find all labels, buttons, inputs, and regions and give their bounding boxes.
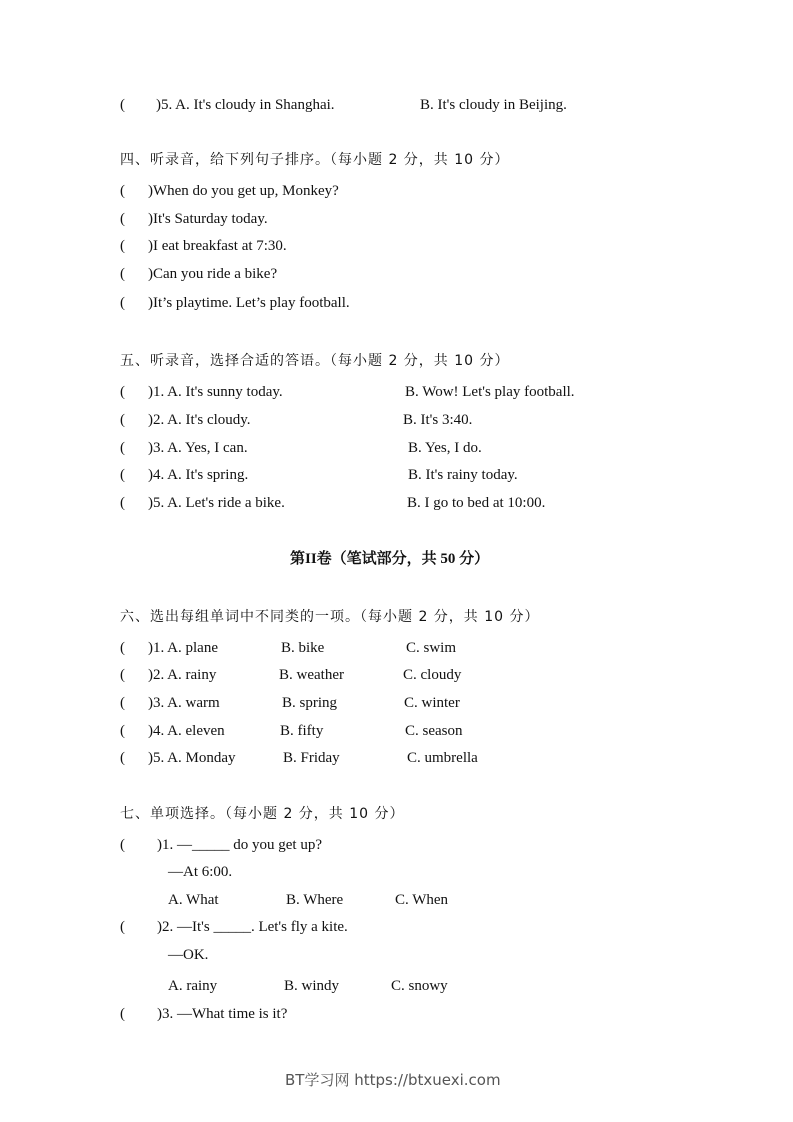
option-a: A. rainy (168, 978, 218, 994)
list-item: )It’s playtime. Let’s play football. (148, 295, 350, 311)
option-c: C. umbrella (407, 750, 478, 766)
option-b: B. Friday (283, 750, 340, 766)
question-stem: )3. —What time is it? (157, 1006, 288, 1022)
answer-paren: ( (120, 467, 125, 483)
option-c: C. snowy (391, 978, 448, 994)
option-a: )4. A. It's spring. (148, 467, 249, 483)
option-b: B. weather (279, 667, 344, 683)
option-b: B. Wow! Let's play football. (405, 384, 575, 400)
option-c: C. winter (404, 695, 460, 711)
answer-paren: ( (120, 211, 125, 227)
answer-paren: ( (120, 723, 125, 739)
section-heading: 六、选出每组单词中不同类的一项。（每小题 2 分，共 10 分） (120, 609, 540, 625)
question-stem: )2. —It's _____. Let's fly a kite. (157, 919, 348, 935)
section-heading: 五、听录音，选择合适的答语。（每小题 2 分，共 10 分） (120, 353, 510, 369)
option-b: B. Yes, I do. (408, 440, 482, 456)
answer-paren: ( (120, 238, 125, 254)
answer-paren: ( (120, 667, 125, 683)
option-a: )1. A. plane (148, 640, 218, 656)
list-item: )Can you ride a bike? (148, 266, 278, 282)
option-a: )5. A. Let's ride a bike. (148, 495, 285, 511)
watermark: BT学习网 https://btxuexi.com (285, 1071, 501, 1089)
answer-paren: ( (120, 183, 125, 199)
option-b: B. Where (286, 892, 344, 908)
answer-paren: ( (120, 750, 125, 766)
option-a: )1. A. It's sunny today. (148, 384, 283, 400)
answer-paren: ( (120, 384, 125, 400)
option-a: )2. A. rainy (148, 667, 217, 683)
answer-paren: ( (120, 440, 125, 456)
option-b: B. It's rainy today. (408, 467, 518, 483)
answer-paren: ( (120, 295, 125, 311)
option-a: )5. A. Monday (148, 750, 236, 766)
list-item: )It's Saturday today. (148, 211, 268, 227)
answer-paren: ( (120, 97, 125, 113)
option-c: C. When (395, 892, 449, 908)
option-c: C. cloudy (403, 667, 462, 683)
list-item: )I eat breakfast at 7:30. (148, 238, 287, 254)
option-b: B. It's cloudy in Beijing. (420, 97, 567, 113)
section-heading: 七、单项选择。（每小题 2 分，共 10 分） (120, 806, 405, 822)
answer-paren: ( (120, 412, 125, 428)
option-b: B. windy (284, 978, 340, 994)
answer-paren: ( (120, 919, 125, 935)
option-b: B. fifty (280, 723, 324, 739)
option-a: )3. A. warm (148, 695, 220, 711)
section-heading: 四、听录音，给下列句子排序。（每小题 2 分，共 10 分） (120, 152, 510, 168)
volume-title: 第II卷（笔试部分，共 50 分） (290, 551, 490, 567)
option-a: )2. A. It's cloudy. (148, 412, 251, 428)
option-b: B. It's 3:40. (403, 412, 473, 428)
answer-paren: ( (120, 695, 125, 711)
option-a: )3. A. Yes, I can. (148, 440, 248, 456)
question-text: )5. A. It's cloudy in Shanghai. (156, 97, 335, 113)
option-b: B. I go to bed at 10:00. (407, 495, 546, 511)
answer-paren: ( (120, 1006, 125, 1022)
answer-paren: ( (120, 495, 125, 511)
answer-line: —At 6:00. (168, 864, 233, 880)
list-item: )When do you get up, Monkey? (148, 183, 339, 199)
option-b: B. bike (281, 640, 325, 656)
option-a: A. What (168, 892, 219, 908)
answer-line: —OK. (168, 947, 209, 963)
answer-paren: ( (120, 640, 125, 656)
answer-paren: ( (120, 266, 125, 282)
option-c: C. swim (406, 640, 457, 656)
question-stem: )1. —_____ do you get up? (157, 837, 322, 853)
option-b: B. spring (282, 695, 338, 711)
option-c: C. season (405, 723, 463, 739)
answer-paren: ( (120, 837, 125, 853)
option-a: )4. A. eleven (148, 723, 225, 739)
